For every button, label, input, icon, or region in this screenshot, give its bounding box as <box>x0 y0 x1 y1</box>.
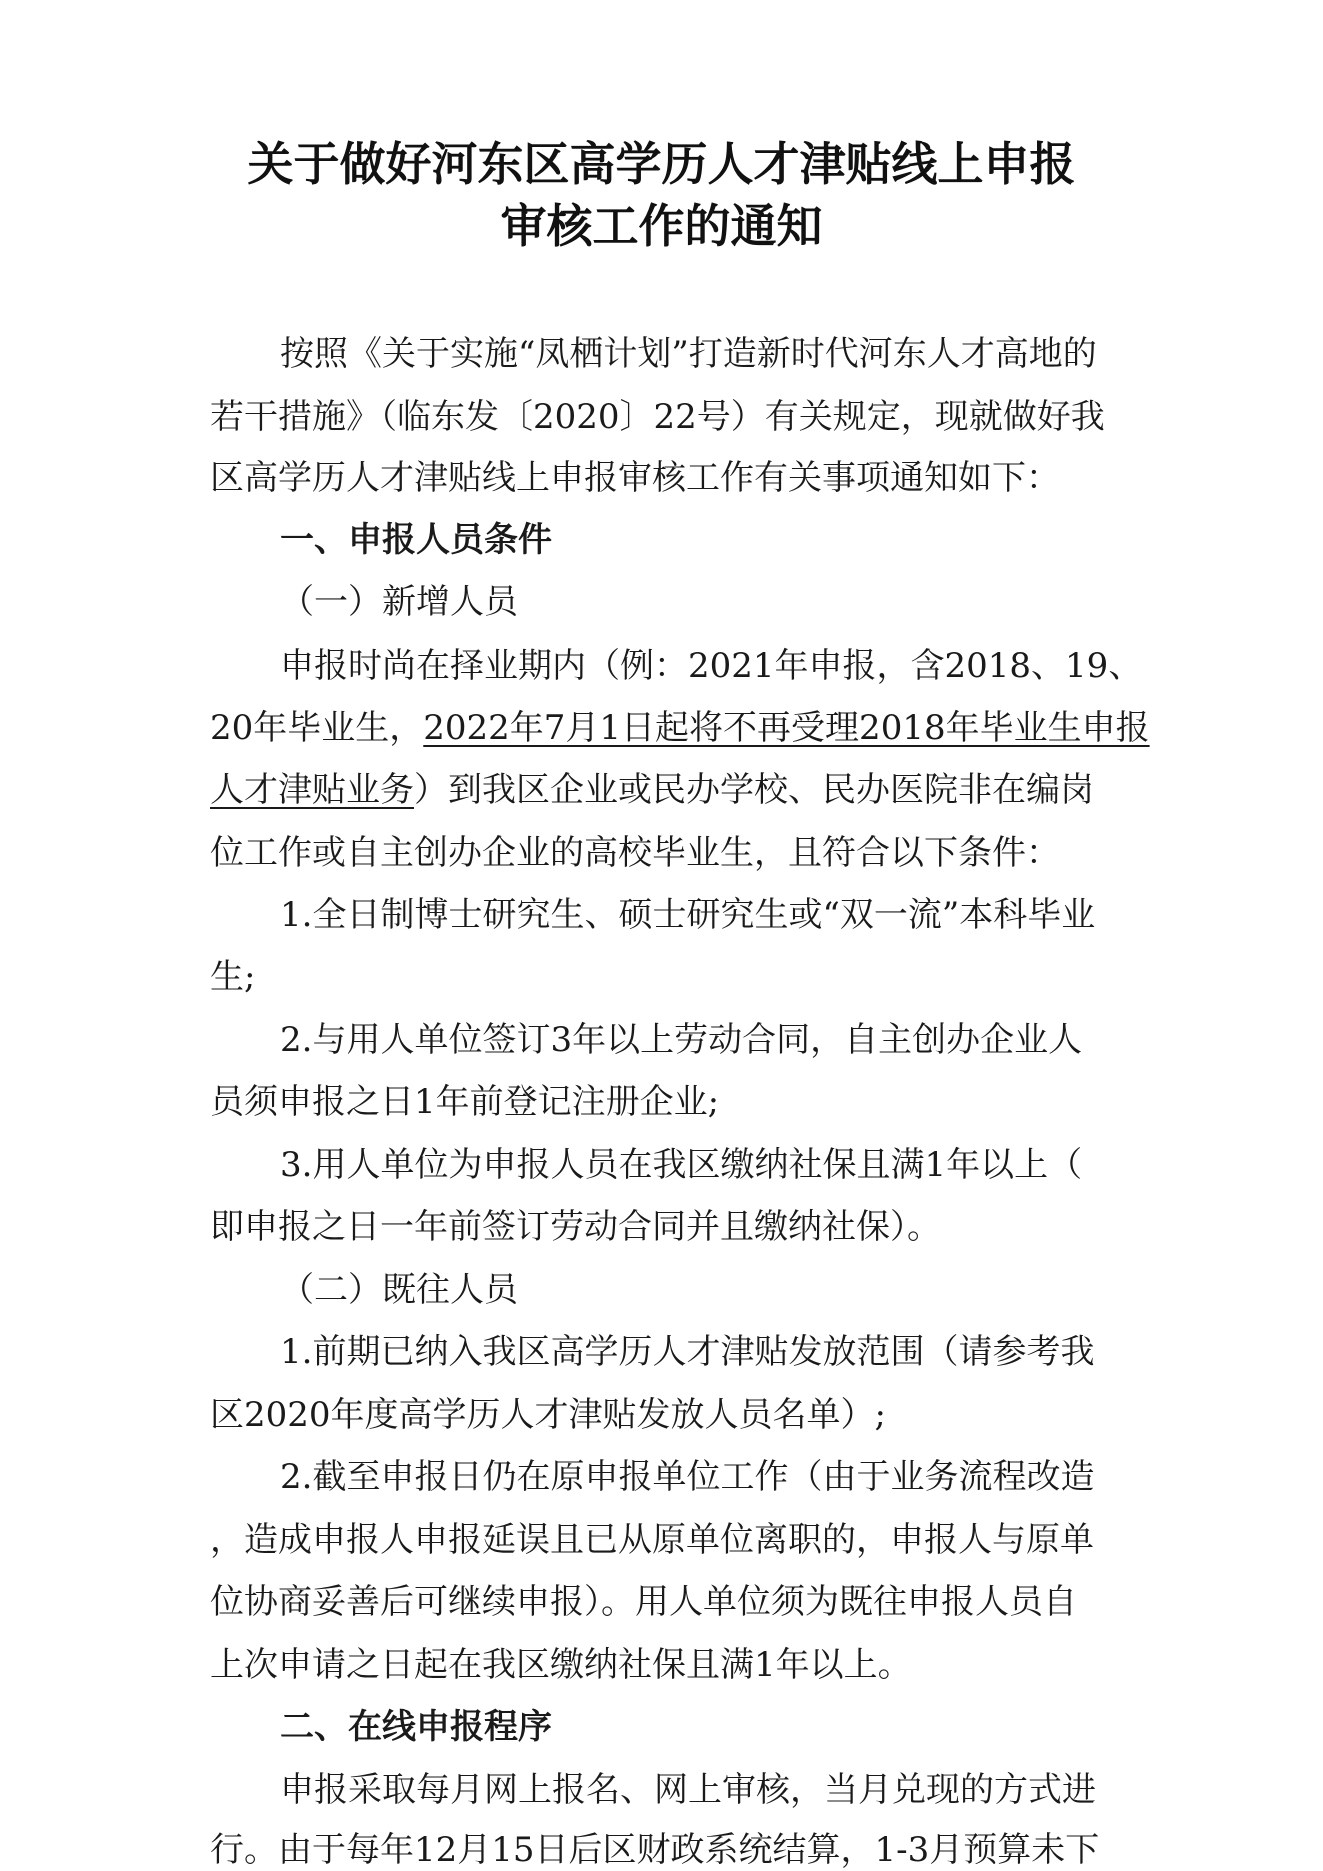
section-heading: 一、申报人员条件 <box>280 520 552 560</box>
paragraph-line: 位协商妥善后可继续申报）。用人单位须为既往申报人员自 <box>210 1582 1077 1622</box>
paragraph-line: 上次申请之日起在我区缴纳社保且满1年以上。 <box>210 1645 912 1685</box>
paragraph-line: 若干措施》（临东发〔2020〕22号）有关规定，现就做好我 <box>210 397 1105 437</box>
paragraph-line: 员须申报之日1年前登记注册企业; <box>210 1082 720 1122</box>
subsection-heading: （二）既往人员 <box>280 1270 518 1310</box>
paragraph-line: ，造成申报人申报延误且已从原单位离职的，申报人与原单 <box>210 1520 1094 1560</box>
paragraph-line: 即申报之日一年前签订劳动合同并且缴纳社保）。 <box>210 1207 941 1247</box>
paragraph-line: 生; <box>210 957 256 997</box>
list-item: 2.截至申报日仍在原申报单位工作（由于业务流程改造 <box>280 1457 1095 1497</box>
paragraph-line: 申报采取每月网上报名、网上审核，当月兑现的方式进 <box>280 1770 1096 1810</box>
paragraph-line: 行。由于每年12月15日后区财政系统结算，1-3月预算未下 <box>210 1830 1100 1870</box>
document-title-line-2: 审核工作的通知 <box>500 199 823 253</box>
paragraph-line <box>210 770 1123 810</box>
paragraph-line: 按照《关于实施“凤栖计划”打造新时代河东人才高地的 <box>280 334 1097 374</box>
paragraph-line <box>210 708 1150 748</box>
paragraph-text: ）到我区企业或民办学校、民办医院非在编岗 <box>414 770 1094 810</box>
list-item: 1.前期已纳入我区高学历人才津贴发放范围（请参考我 <box>280 1332 1095 1372</box>
underlined-notice: 2022年7月1日起将不再受理2018年毕业生申报 <box>423 708 1150 748</box>
paragraph-line: 区2020年度高学历人才津贴发放人员名单）; <box>210 1395 886 1435</box>
paragraph-line: 区高学历人才津贴线上申报审核工作有关事项通知如下： <box>210 458 1060 498</box>
list-item: 1.全日制博士研究生、硕士研究生或“双一流”本科毕业 <box>280 895 1096 935</box>
paragraph-line: 申报时尚在择业期内（例：2021年申报，含2018、19、 <box>280 646 1143 686</box>
paragraph-text: 20年毕业生， <box>210 708 424 748</box>
document-title-line-1: 关于做好河东区高学历人才津贴线上申报 <box>247 137 1076 191</box>
paragraph-line: 位工作或自主创办企业的高校毕业生，且符合以下条件： <box>210 833 1060 873</box>
underlined-notice: 人才津贴业务 <box>210 770 414 810</box>
list-item: 3.用人单位为申报人员在我区缴纳社保且满1年以上（ <box>280 1145 1083 1185</box>
subsection-heading: （一）新增人员 <box>280 582 518 622</box>
section-heading: 二、在线申报程序 <box>280 1707 552 1747</box>
list-item: 2.与用人单位签订3年以上劳动合同，自主创办企业人 <box>280 1020 1083 1060</box>
